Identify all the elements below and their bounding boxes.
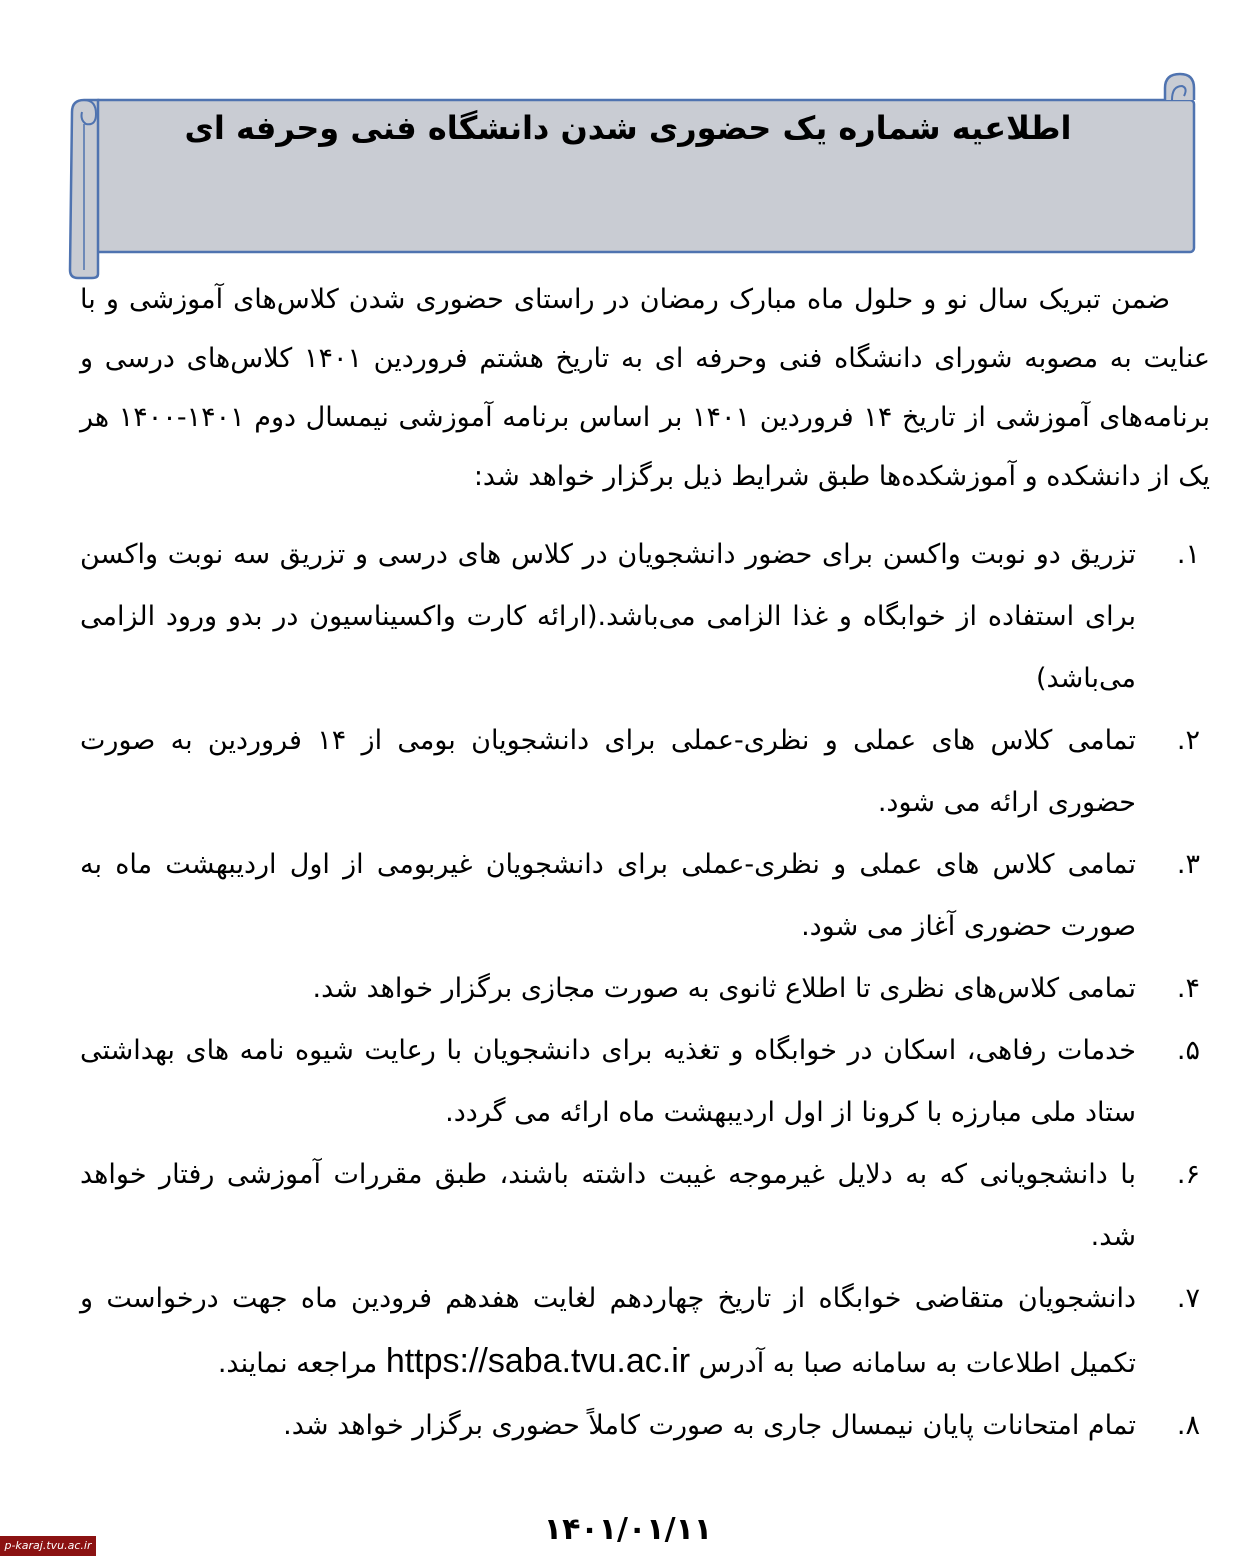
intro-paragraph: ضمن تبریک سال نو و حلول ماه مبارک رمضان در راستای حضوری شدن کلاس‌های آموزشی و با عنایت به مصوبه شورای دانشگاه فنی وحرفه ای به تاریخ هشتم فروردین ۱۴۰۱ کلاس‌های درسی و برنامه‌های آموزشی از تاریخ ۱۴ فروردین ۱۴۰۱ بر اساس برنامه آموزشی نیمسال دوم ۱۴۰۱-۱۴۰۰ هر یک از دانشکده و آموزشکده‌ها طبق شرایط ذیل برگزار خواهد شد: xyxy=(80,284,1210,492)
item-text: تمامی کلاس های عملی و نظری-عملی برای دانشجویان غیربومی از اول اردیبهشت ماه به صورت حضوری آغاز می شود. xyxy=(80,849,1136,942)
item-text: خدمات رفاهی، اسکان در خوابگاه و تغذیه برای دانشجویان با رعایت شیوه نامه های بهداشتی ستاد ملی مبارزه با کرونا از اول اردیبهشت ماه ارائه می گردد. xyxy=(80,1035,1136,1128)
item-number: ۱. xyxy=(1176,539,1200,570)
item-text: تمام امتحانات پایان نیمسال جاری به صورت کاملاً حضوری برگزار خواهد شد. xyxy=(283,1410,1136,1441)
list-item xyxy=(80,524,1210,710)
list-item xyxy=(80,1395,1210,1457)
item-text: تمامی کلاس‌های نظری تا اطلاع ثانوی به صورت مجازی برگزار خواهد شد. xyxy=(312,973,1136,1004)
list-item xyxy=(80,710,1210,834)
scroll-shape xyxy=(60,64,1210,284)
item-text xyxy=(80,1268,1136,1395)
saba-url: https://saba.tvu.ac.ir xyxy=(385,1342,691,1380)
item-text: تمامی کلاس های عملی و نظری-عملی برای دانشجویان بومی از ۱۴ فروردین به صورت حضوری ارائه می شود. xyxy=(80,725,1136,818)
site-watermark: p-karaj.tvu.ac.ir xyxy=(0,1536,96,1556)
list-item xyxy=(80,1144,1210,1268)
item-number: ۴. xyxy=(1176,973,1200,1004)
notice-title: اطلاعیه شماره یک حضوری شدن دانشگاه فنی وحرفه ای xyxy=(184,109,1072,147)
list-item xyxy=(80,1020,1210,1144)
notice-date: ۱۴۰۱/۰۱/۱۱ xyxy=(543,1512,713,1547)
item-number: ۲. xyxy=(1176,725,1200,756)
item-number: ۵. xyxy=(1176,1035,1200,1066)
item-text-part: دانشجویان متقاضی خوابگاه از تاریخ چهاردهم لغایت هفدهم فرودین ماه جهت درخواست و تکمیل اطلاعات به سامانه صبا به آدرس xyxy=(80,1283,1136,1379)
item-text: تزریق دو نوبت واکسن برای حضور دانشجویان در کلاس های درسی و تزریق سه نوبت واکسن برای استفاده از خوابگاه و غذا الزامی می‌باشد.(ارائه کارت واکسیناسیون در بدو ورود الزامی می‌باشد) xyxy=(80,539,1136,694)
title-scroll-banner xyxy=(60,64,1210,284)
list-item xyxy=(80,834,1210,958)
item-number: ۳. xyxy=(1176,849,1200,880)
list-item xyxy=(80,958,1210,1020)
item-number: ۶. xyxy=(1176,1159,1200,1190)
item-text: با دانشجویانی که به دلایل غیرموجه غیبت داشته باشند، طبق مقررات آموزشی رفتار خواهد شد. xyxy=(80,1159,1136,1252)
item-number: ۷. xyxy=(1176,1283,1200,1314)
item-text-part: مراجعه نمایند. xyxy=(217,1348,378,1379)
conditions-list xyxy=(80,524,1210,1457)
item-number: ۸. xyxy=(1176,1410,1200,1441)
list-item xyxy=(80,1268,1210,1395)
